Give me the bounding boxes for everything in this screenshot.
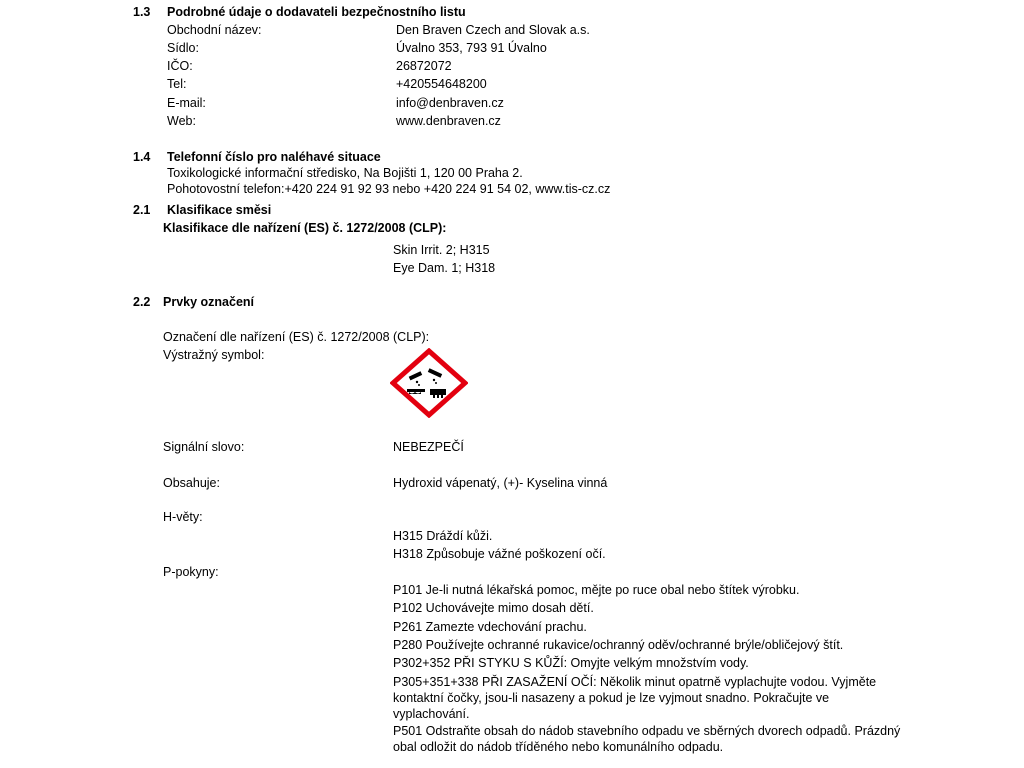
section-number: 1.4 — [133, 150, 151, 164]
field-value: 26872072 — [396, 59, 452, 73]
ghs05-corrosion-icon — [390, 348, 468, 418]
p-statement: P280 Používejte ochranné rukavice/ochranný oděv/ochranné brýle/obličejový štít. — [393, 638, 844, 652]
section-number: 2.1 — [133, 203, 151, 217]
p-statement-continuation: kontaktní čočky, jsou-li nasazeny a pokud je lze vyjmout snadno. Pokračujte ve — [393, 691, 830, 705]
contains-label: Obsahuje: — [163, 476, 220, 490]
body-text: Toxikologické informační středisko, Na Bojišti 1, 120 00 Praha 2. — [167, 166, 523, 180]
field-value: info@denbraven.cz — [396, 96, 504, 110]
classification-item: Eye Dam. 1; H318 — [393, 261, 496, 275]
field-label: Web: — [167, 114, 196, 128]
field-label: E-mail: — [167, 96, 206, 110]
body-text: Pohotovostní telefon:+420 224 91 92 93 nebo +420 224 91 54 02, www.tis-cz.cz — [167, 182, 611, 196]
p-statement-continuation: obal odložit do nádob tříděného nebo komunálního odpadu. — [393, 740, 724, 754]
signal-word-value: NEBEZPEČÍ — [393, 440, 464, 454]
h-statements-label: H-věty: — [163, 510, 203, 524]
field-value: Den Braven Czech and Slovak a.s. — [396, 23, 590, 37]
classification-item: Skin Irrit. 2; H315 — [393, 243, 490, 257]
section-number: 1.3 — [133, 5, 151, 19]
symbol-label: Výstražný symbol: — [163, 348, 265, 362]
p-statement: P102 Uchovávejte mimo dosah dětí. — [393, 601, 594, 615]
field-label: IČO: — [167, 59, 193, 73]
p-statement: P101 Je-li nutná lékařská pomoc, mějte po ruce obal nebo štítek výrobku. — [393, 583, 800, 597]
section-title: Podrobné údaje o dodavateli bezpečnostního listu — [167, 5, 466, 19]
field-label: Tel: — [167, 77, 187, 91]
section-subtitle: Klasifikace dle nařízení (ES) č. 1272/2008 (CLP): — [163, 221, 447, 235]
field-value: +420554648200 — [396, 77, 487, 91]
p-statement: P501 Odstraňte obsah do nádob stavebního odpadu ve sběrných dvorech odpadů. Prázdný — [393, 724, 901, 738]
h-statement: H318 Způsobuje vážné poškození očí. — [393, 547, 606, 561]
p-statement: P302+352 PŘI STYKU S KŮŽÍ: Omyjte velkým množstvím vody. — [393, 656, 749, 670]
section-title: Klasifikace směsi — [167, 203, 272, 217]
h-statement: H315 Dráždí kůži. — [393, 529, 493, 543]
section-title: Prvky označení — [163, 295, 255, 309]
section-number: 2.2 — [133, 295, 151, 309]
contains-value: Hydroxid vápenatý, (+)- Kyselina vinná — [393, 476, 608, 490]
signal-word-label: Signální slovo: — [163, 440, 245, 454]
p-statements-label: P-pokyny: — [163, 565, 219, 579]
section-title: Telefonní číslo pro naléhavé situace — [167, 150, 381, 164]
field-label: Obchodní název: — [167, 23, 262, 37]
p-statement: P261 Zamezte vdechování prachu. — [393, 620, 587, 634]
field-label: Sídlo: — [167, 41, 199, 55]
p-statement-continuation: vyplachování. — [393, 707, 470, 721]
regulation-text: Označení dle nařízení (ES) č. 1272/2008 (CLP): — [163, 330, 430, 344]
field-value: www.denbraven.cz — [396, 114, 501, 128]
p-statement: P305+351+338 PŘI ZASAŽENÍ OČÍ: Několik minut opatrně vyplachujte vodou. Vyjměte — [393, 675, 877, 689]
field-value: Úvalno 353, 793 91 Úvalno — [396, 41, 547, 55]
